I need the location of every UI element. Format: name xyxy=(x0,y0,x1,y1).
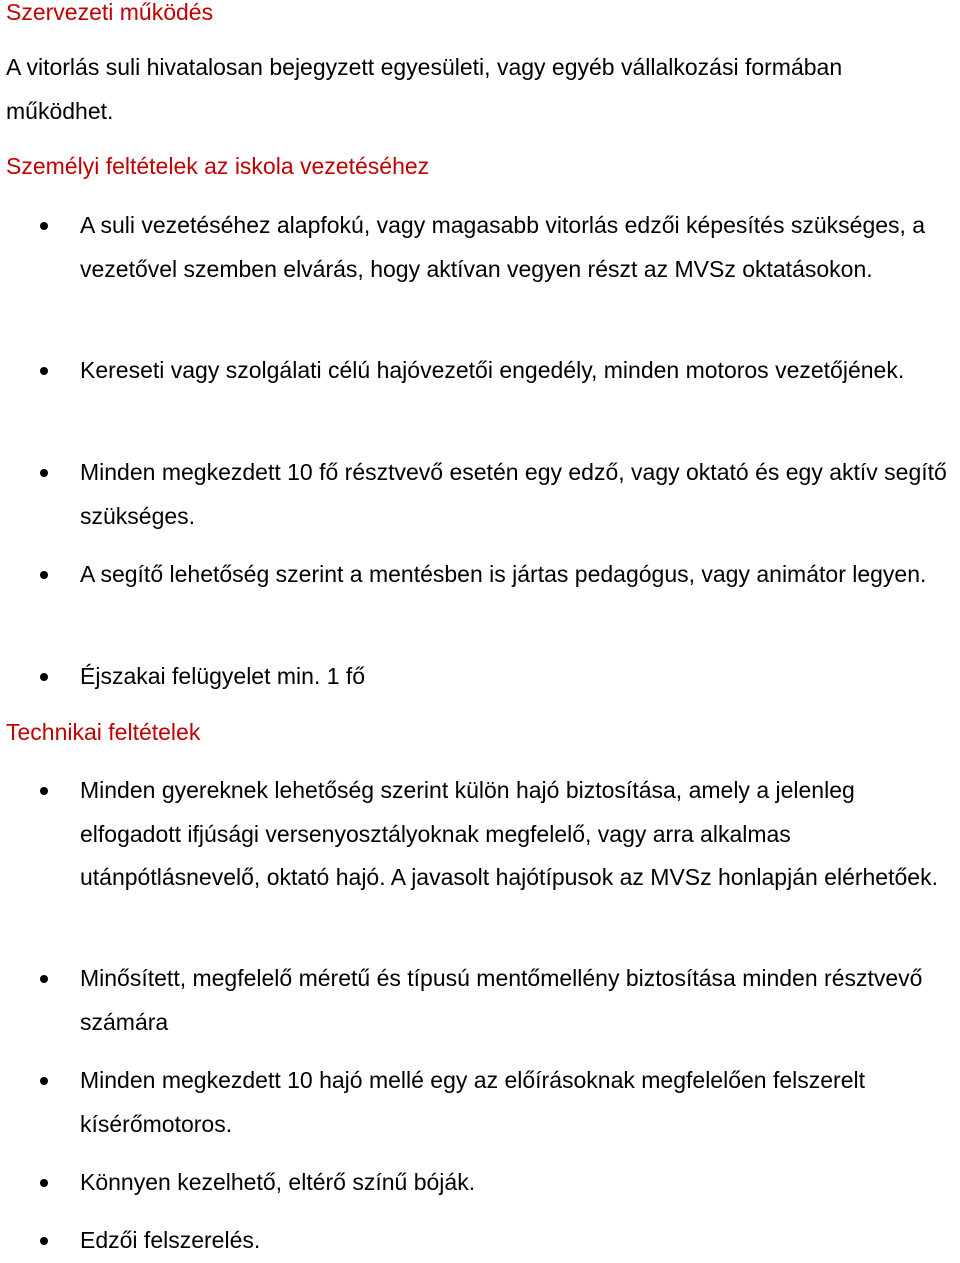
list-item-text: Minősített, megfelelő méretű és típusú mentőmellény biztosítása minden résztvevő számára xyxy=(80,965,923,1035)
list-item-text: Éjszakai felügyelet min. 1 fő xyxy=(80,663,366,689)
bullet-icon xyxy=(40,469,48,477)
bullet-icon xyxy=(40,222,48,230)
list-item-text: A segítő lehetőség szerint a mentésben is jártas pedagógus, vagy animátor legyen. xyxy=(80,561,927,587)
bullet-icon xyxy=(40,673,48,681)
list-item-text: Minden gyereknek lehetőség szerint külön hajó biztosítása, amely a jelenleg elfogadott ifjúsági versenyosztályoknak megfelelő, vagy arra alkalmas utánpótlásnevelő, oktató hajó. A javasolt hajótípusok az MVSz honlapján elérhetőek. xyxy=(80,777,938,890)
list-item-text: A suli vezetéséhez alapfokú, vagy magasabb vitorlás edzői képesítés szükséges, a vezetővel szemben elvárás, hogy aktívan vegyen részt az MVSz oktatásokon. xyxy=(80,212,926,282)
section-heading-szemelyi: Személyi feltételek az iskola vezetéséhez xyxy=(6,153,430,179)
paragraph-szervezeti: A vitorlás suli hivatalosan bejegyzett egyesületi, vagy egyéb vállalkozási formában működhet. xyxy=(6,54,843,124)
bullet-icon xyxy=(40,1179,48,1187)
list-item-text: Minden megkezdett 10 fő résztvevő esetén egy edző, vagy oktató és egy aktív segítő szükséges. xyxy=(80,459,947,529)
section-heading-szervezeti: Szervezeti működés xyxy=(6,0,214,25)
bullet-icon xyxy=(40,975,48,983)
bullet-icon xyxy=(40,1237,48,1245)
section-heading-technikai: Technikai feltételek xyxy=(6,719,201,745)
list-item-text: Kereseti vagy szolgálati célú hajóvezetői engedély, minden motoros vezetőjének. xyxy=(80,357,905,383)
bullet-icon xyxy=(40,571,48,579)
list-item-text: Minden megkezdett 10 hajó mellé egy az előírásoknak megfelelően felszerelt kísérőmotoros. xyxy=(80,1067,865,1137)
list-item-text: Könnyen kezelhető, eltérő színű bóják. xyxy=(80,1169,476,1195)
bullet-icon xyxy=(40,1077,48,1085)
bullet-icon xyxy=(40,367,48,375)
bullet-icon xyxy=(40,787,48,795)
list-item-text: Edzői felszerelés. xyxy=(80,1227,261,1253)
